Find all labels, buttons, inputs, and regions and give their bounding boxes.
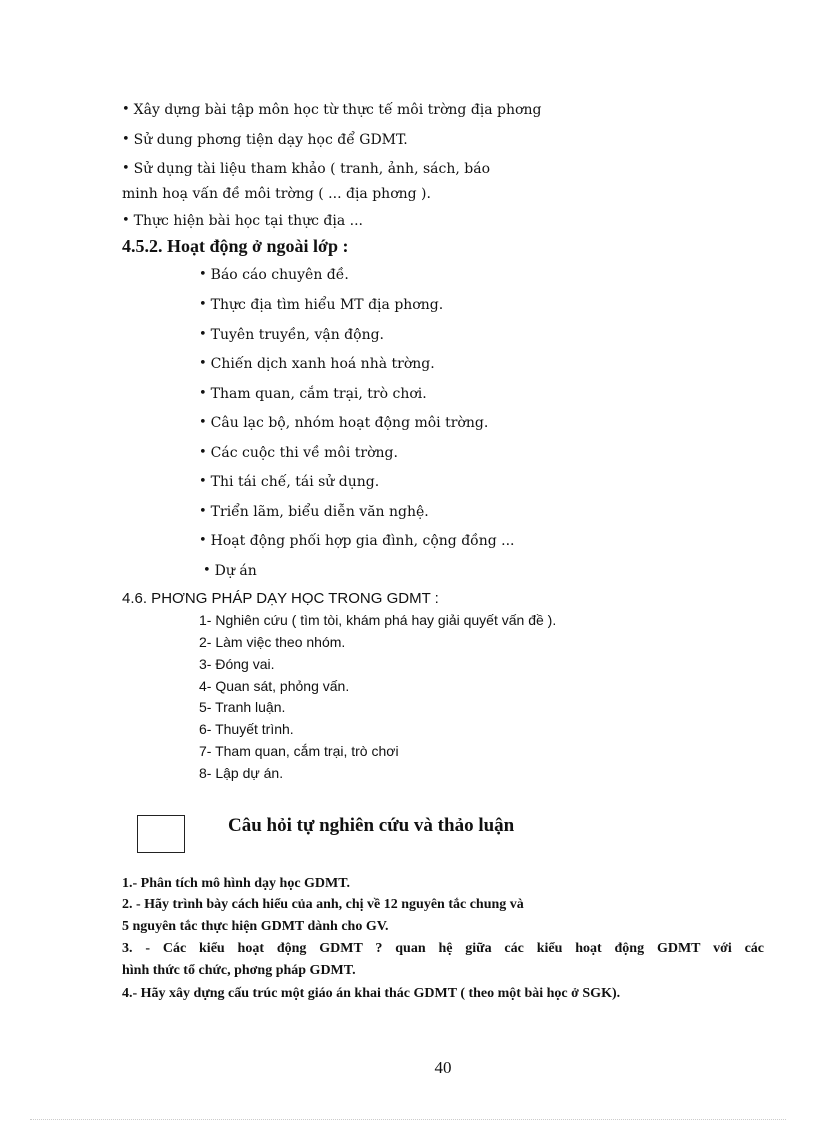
question-line: 4.- Hãy xây dựng cấu trúc một giáo án khai thác GDMT ( theo một bài học ở SGK). [122,986,621,1001]
activity-item: • Dự án [203,562,257,581]
activity-item: • Các cuộc thi về môi trờng. [199,444,398,463]
activity-item: • Báo cáo chuyên đề. [199,266,349,285]
intro-item: • Xây dựng bài tập môn học từ thực tế môi trờng địa phơng [122,101,541,120]
method-item: 1- Nghiên cứu ( tìm tòi, khám phá hay giải quyết vấn đề ). [199,612,557,628]
activity-item: • Thực địa tìm hiểu MT địa phơng. [199,296,443,315]
intro-item-continuation: minh hoạ vấn đề môi trờng ( ... địa phơng ). [122,186,431,202]
page-bottom-divider [30,1119,786,1120]
method-item: 8- Lập dự án. [199,765,284,781]
method-item: 6- Thuyết trình. [199,721,294,737]
intro-item: • Sử dung phơng tiện dạy học để GDMT. [122,131,408,150]
section-heading-4-5-2: 4.5.2. Hoạt động ở ngoài lớp : [122,236,349,256]
activity-item: • Triển lãm, biểu diễn văn nghệ. [199,503,429,522]
question-line: 2. - Hãy trình bày cách hiểu của anh, chị về 12 nguyên tắc chung và [122,897,524,912]
questions-title: Câu hỏi tự nghiên cứu và thảo luận [228,815,515,836]
activity-item: • Tuyên truyền, vận động. [199,326,384,345]
method-item: 4- Quan sát, phỏng vấn. [199,678,350,694]
question-line: 1.- Phân tích mô hình dạy học GDMT. [122,876,351,891]
activity-item: • Chiến dịch xanh hoá nhà trờng. [199,355,435,374]
method-item: 2- Làm việc theo nhóm. [199,634,346,650]
intro-item: • Sử dụng tài liệu tham khảo ( tranh, ảnh, sách, báo [122,160,490,179]
question-line: hình thức tổ chức, phơng pháp GDMT. [122,963,356,978]
activity-item: • Thi tái chế, tái sử dụng. [199,473,379,492]
method-item: 7- Tham quan, cắm trại, trò chơi [199,743,399,759]
icon-box [137,815,185,853]
page-number: 40 [434,1058,452,1077]
activity-item: • Câu lạc bộ, nhóm hoạt động môi trờng. [199,414,488,433]
question-line: 3. - Các kiểu hoạt động GDMT ? quan hệ giữa các kiểu hoạt động GDMT với các [122,941,764,956]
section-heading-4-6: 4.6. PHƠNG PHÁP DẠY HỌC TRONG GDMT : [122,590,439,607]
method-item: 5- Tranh luận. [199,699,286,715]
intro-item: • Thực hiện bài học tại thực địa ... [122,212,363,231]
question-line: 5 nguyên tắc thực hiện GDMT dành cho GV. [122,919,389,934]
method-item: 3- Đóng vai. [199,656,275,672]
activity-item: • Hoạt động phối hợp gia đình, cộng đồng ... [199,532,515,551]
activity-item: • Tham quan, cắm trại, trò chơi. [199,385,427,404]
